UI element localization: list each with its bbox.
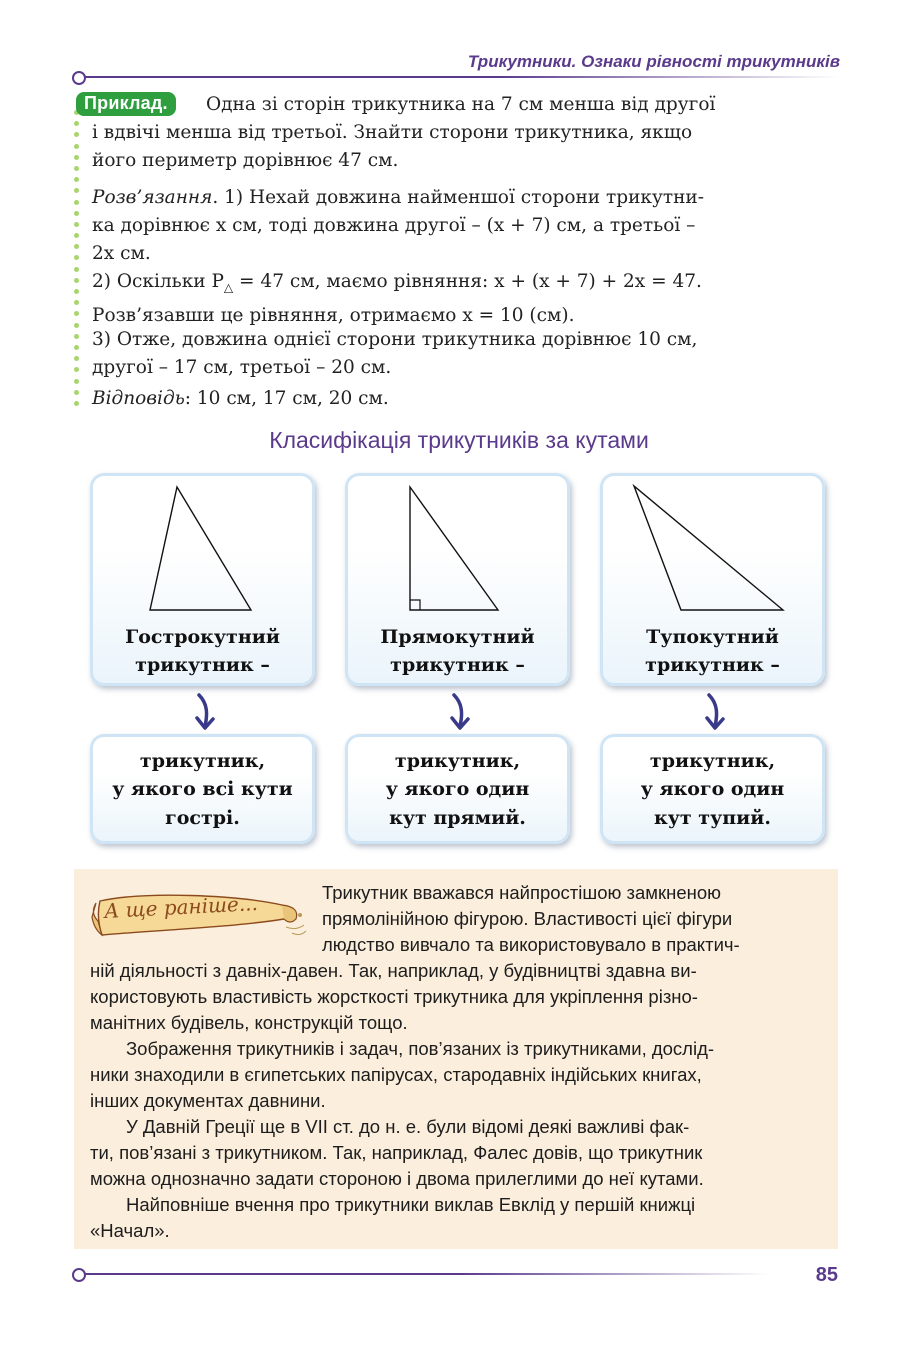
history-line-10: У Давній Греції ще в VII ст. до н. е. були відомі деякі важливі фак- — [126, 1116, 690, 1137]
guide-dot — [74, 323, 79, 328]
guide-dot — [74, 278, 79, 283]
acute-definition-card — [90, 734, 315, 844]
obtuse-triangle-figure — [600, 473, 825, 623]
history-intro — [322, 880, 822, 958]
acute-subtitle: трикутник – — [135, 654, 270, 676]
history-body — [90, 958, 822, 1244]
obtuse-def-line-1: трикутник, — [649, 750, 776, 772]
obtuse-definition-card — [600, 734, 825, 844]
example-dots — [74, 110, 80, 412]
history-line-5: користовують властивість жорсткості трикутника для укріплення різно- — [90, 986, 698, 1007]
right-def-line-3: кут прямий. — [389, 807, 526, 829]
problem-line-1: Одна зі сторін трикутника на 7 см менша від другої — [206, 94, 716, 115]
history-line-4: ній діяльності з давніх-давен. Так, наприклад, у будівництві здавна ви- — [90, 960, 697, 981]
step2-line-1b: = 47 см, маємо рівняння: x + (x + 7) + 2x = 47. — [233, 271, 702, 292]
right-title: Прямокутний — [380, 626, 535, 648]
acute-triangle-figure — [90, 473, 315, 623]
guide-dot — [74, 222, 79, 227]
guide-dot — [74, 334, 79, 339]
guide-dot — [74, 155, 79, 160]
classification-heading: Класифікація трикутників за кутами — [269, 427, 649, 453]
triangle-subscript: △ — [223, 280, 234, 295]
step2-line-1a: 2) Оскільки P — [92, 271, 224, 292]
history-line-1: Трикутник вважався найпростішою замкненою — [322, 882, 722, 903]
guide-dot — [74, 144, 79, 149]
guide-dot — [74, 211, 79, 216]
acute-def-line-3: гострі. — [165, 807, 240, 829]
right-def-line-2: у якого один — [385, 778, 530, 800]
example-problem — [92, 91, 838, 175]
obtuse-def-line-3: кут тупий. — [654, 807, 771, 829]
step3-line-1: 3) Отже, довжина однієї сторони трикутника дорівнює 10 см, — [92, 329, 698, 350]
history-line-3: людство вивчало та використовувало в практич- — [322, 934, 740, 955]
answer-value: : 10 см, 17 см, 20 см. — [184, 388, 389, 409]
obtuse-def-line-2: у якого один — [640, 778, 785, 800]
guide-dot — [74, 289, 79, 294]
history-line-11: ти, пов’язані з трикутником. Так, наприклад, Фалес довів, що трикутник — [90, 1142, 703, 1163]
guide-dot — [74, 300, 79, 305]
scroll-label: А ще раніше... — [103, 890, 259, 924]
obtuse-triangle-card — [600, 473, 825, 686]
guide-dot — [74, 200, 79, 205]
guide-dot — [74, 345, 79, 350]
guide-dot — [74, 390, 79, 395]
step2-line-2: Розв’язавши це рівняння, отримаємо x = 10 (см). — [92, 304, 575, 326]
guide-dot — [74, 311, 79, 316]
solution-step-2 — [92, 268, 838, 330]
guide-dot — [74, 401, 79, 406]
obtuse-title: Тупокутний — [646, 626, 779, 648]
history-line-6: манітних будівель, конструкцій тощо. — [90, 1012, 408, 1033]
right-definition-card — [345, 734, 570, 844]
guide-dot — [74, 379, 79, 384]
step1-line-3: 2x см. — [92, 243, 151, 264]
history-line-2: прямолінійною фігурою. Властивості цієї фігури — [322, 908, 733, 929]
arrow-down-icon — [190, 693, 220, 733]
history-line-9: інших документах давнини. — [90, 1090, 326, 1111]
guide-dot — [74, 121, 79, 126]
guide-dot — [74, 367, 79, 372]
step1-line-1: . 1) Нехай довжина найменшої сторони трикутни- — [212, 187, 704, 208]
footer-rule — [80, 1273, 770, 1275]
page-number: 85 — [815, 1264, 838, 1286]
example-badge: Приклад. — [76, 92, 176, 116]
obtuse-subtitle: трикутник – — [645, 654, 780, 676]
history-box — [74, 869, 838, 1249]
history-line-7: Зображення трикутників і задач, пов’язаних із трикутниками, дослід- — [126, 1038, 715, 1059]
guide-dot — [74, 132, 79, 137]
step3-line-2: другої – 17 см, третьої – 20 см. — [92, 357, 392, 378]
right-triangle-figure — [345, 473, 570, 623]
solution-step-1 — [92, 184, 838, 268]
footer-rule-ring — [72, 1268, 86, 1282]
problem-line-2: і вдвічі менша від третьої. Знайти сторони трикутника, якщо — [92, 122, 693, 143]
problem-line-3: його периметр дорівнює 47 см. — [92, 150, 399, 171]
history-line-12: можна однозначно задати стороною і двома прилеглими до неї кутами. — [90, 1168, 704, 1189]
history-line-8: ники знаходили в єгипетських папірусах, стародавніх індійських книгах, — [90, 1064, 702, 1085]
right-subtitle: трикутник – — [390, 654, 525, 676]
guide-dot — [74, 188, 79, 193]
guide-dot — [74, 177, 79, 182]
history-line-13: Найповніше вчення про трикутники виклав Евклід у першій книжці — [126, 1194, 696, 1215]
acute-title: Гострокутний — [125, 626, 280, 648]
acute-triangle-card — [90, 473, 315, 686]
acute-def-line-1: трикутник, — [139, 750, 266, 772]
solution-label: Розв’язання — [92, 187, 213, 208]
guide-dot — [74, 233, 79, 238]
arrow-down-icon — [445, 693, 475, 733]
guide-dot — [74, 356, 79, 361]
right-triangle-card — [345, 473, 570, 686]
acute-def-line-2: у якого всі кути — [112, 778, 293, 800]
guide-dot — [74, 166, 79, 171]
running-title: Трикутники. Ознаки рівності трикутників — [467, 52, 840, 71]
answer-label: Відповідь — [92, 388, 185, 409]
header-rule-ring — [72, 71, 86, 85]
right-def-line-1: трикутник, — [394, 750, 521, 772]
guide-dot — [74, 244, 79, 249]
solution-step-3 — [92, 326, 838, 382]
arrow-down-icon — [700, 693, 730, 733]
guide-dot — [74, 267, 79, 272]
guide-dot — [74, 255, 79, 260]
step1-line-2: ка дорівнює x см, тоді довжина другої – (x + 7) см, а третьої – — [92, 215, 696, 236]
header-rule — [80, 76, 840, 78]
history-line-14: «Начал». — [90, 1220, 170, 1241]
answer-line — [92, 385, 838, 413]
